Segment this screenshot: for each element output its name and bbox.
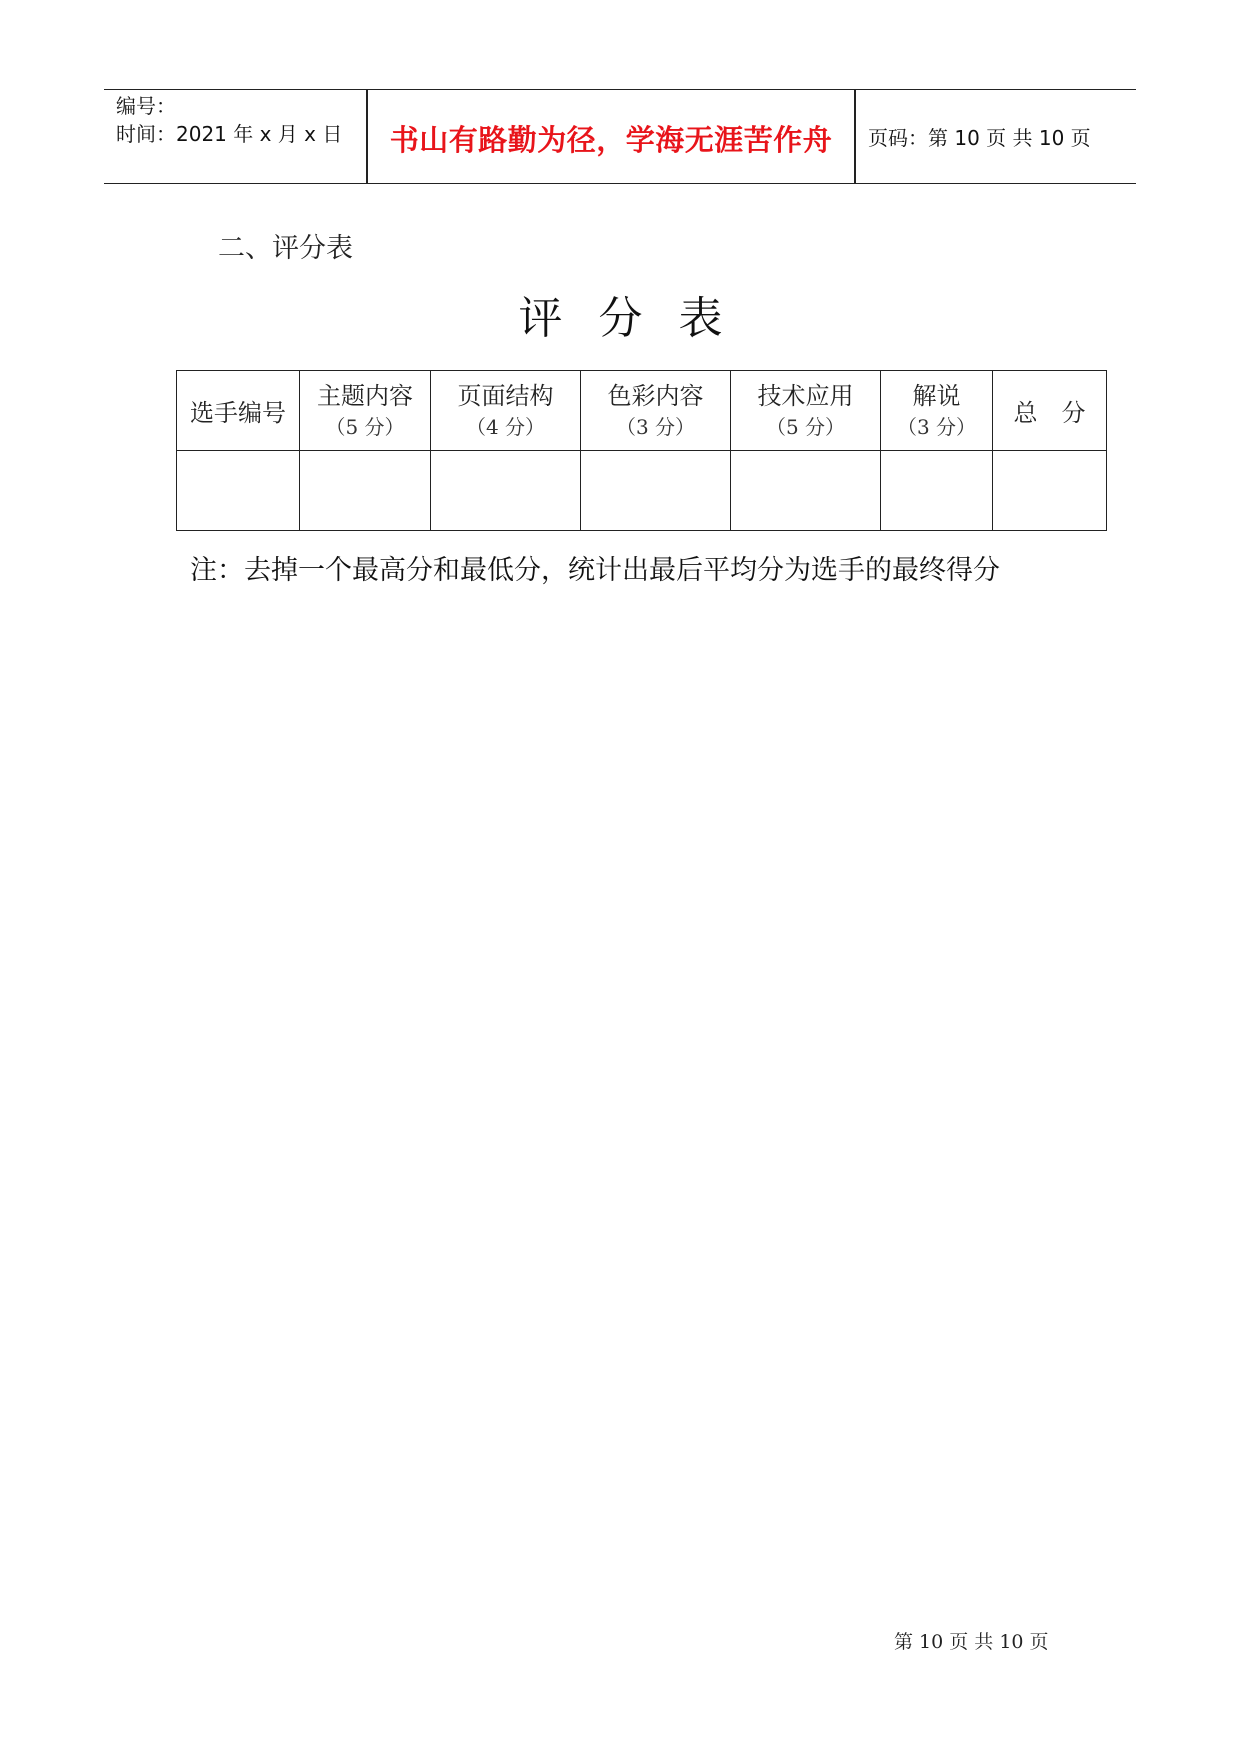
- page-header: [104, 89, 1136, 184]
- table-cell[interactable]: [993, 451, 1107, 531]
- table-row: [177, 451, 1107, 531]
- column-header: 技术应用 （5 分）: [731, 371, 881, 451]
- column-header: 选手编号: [177, 371, 300, 451]
- table-header-row: [177, 371, 1107, 451]
- table-cell[interactable]: [731, 451, 881, 531]
- section-heading: 二、评分表: [218, 233, 353, 264]
- table-cell[interactable]: [300, 451, 431, 531]
- table-cell[interactable]: [177, 451, 300, 531]
- table-cell[interactable]: [431, 451, 581, 531]
- column-header: 总 分: [993, 371, 1107, 451]
- table-cell[interactable]: [581, 451, 731, 531]
- column-header: 页面结构 （4 分）: [431, 371, 581, 451]
- column-header: 主题内容 （5 分）: [300, 371, 431, 451]
- header-motto: 书山有路勤为径，学海无涯苦作舟: [389, 123, 833, 157]
- document-title: 评分表: [518, 293, 759, 344]
- header-divider: [854, 90, 856, 183]
- column-header: 解说 （3 分）: [881, 371, 993, 451]
- score-table: [176, 370, 1107, 531]
- number-label: 编号：: [116, 94, 176, 118]
- header-meta: [116, 92, 342, 148]
- header-page-label: 页码：第 10 页 共 10 页: [868, 126, 1091, 150]
- table-note: 注：去掉一个最高分和最低分，统计出最后平均分为选手的最终得分: [190, 555, 1000, 586]
- table-cell[interactable]: [881, 451, 993, 531]
- time-label: 时间：2021 年 x 月 x 日: [116, 122, 343, 146]
- page-footer: 第 10 页 共 10 页: [894, 1631, 1049, 1653]
- column-header: 色彩内容 （3 分）: [581, 371, 731, 451]
